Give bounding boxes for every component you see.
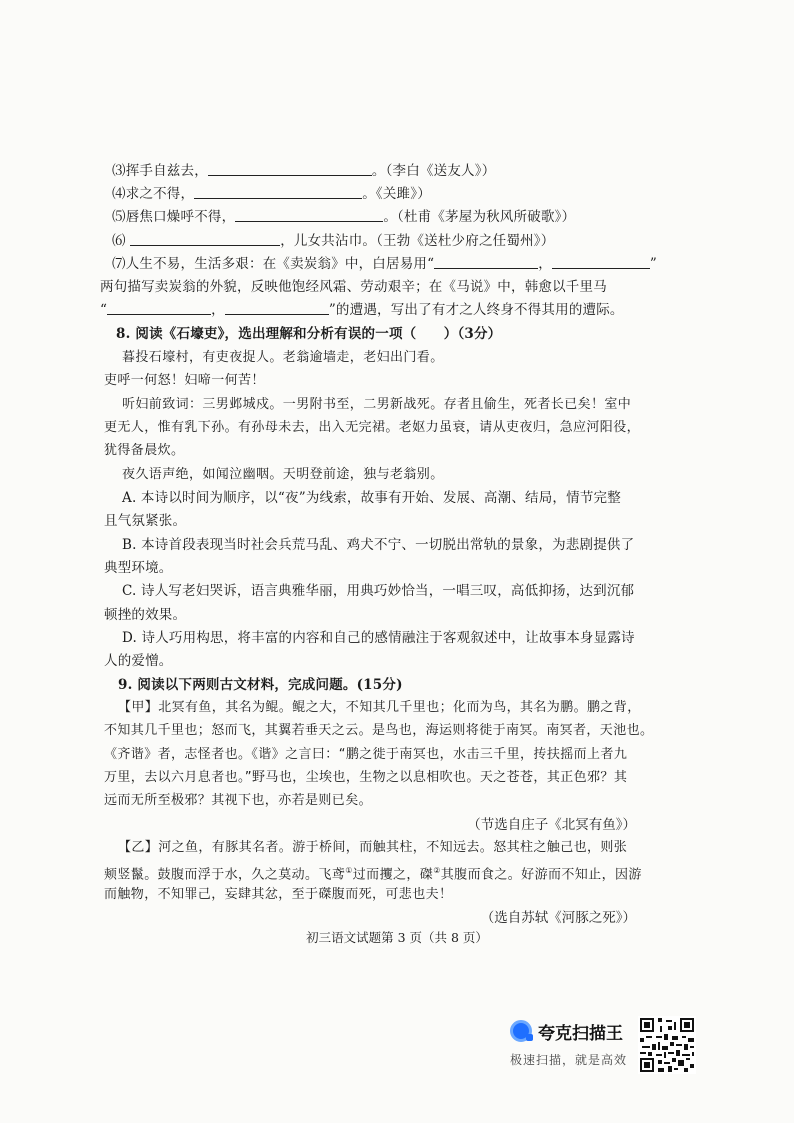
- q9-jia-source: （节选自庄子《北冥有鱼》）: [467, 817, 636, 833]
- q9-jia-line: 远而无所至极邪？其视下也，亦若是则已矣。: [104, 793, 373, 808]
- q7-item-4: [112, 183, 431, 205]
- answer-blank[interactable]: [235, 207, 383, 222]
- footnote-marker: ②: [433, 866, 441, 875]
- q7-item-7-line1: [112, 253, 657, 275]
- watermark-slogan: 极速扫描，就是高效: [510, 1053, 628, 1067]
- q8-option-d-cont: 人的爱憎。: [104, 653, 173, 669]
- q8-option-c[interactable]: C. 诗人写老妇哭诉，语言典雅华丽，用典巧妙恰当，一唱三叹，高低抑扬，达到沉郁: [122, 583, 635, 599]
- q8-poem-line: 吏呼一何怒！妇啼一何苦！: [104, 373, 265, 388]
- q7-item-6: [112, 230, 554, 252]
- q9-yi-line: 而触物，不知罪己，妄肆其忿，至于磔腹而死，可悲也夫！: [104, 887, 453, 902]
- answer-blank[interactable]: [434, 254, 538, 269]
- q8-option-b-cont: 典型环境。: [104, 560, 173, 576]
- q9-title: 9. 阅读以下两则古文材料，完成问题。(15分): [118, 677, 403, 693]
- answer-blank[interactable]: [194, 184, 362, 199]
- q9-yi-line: [104, 860, 642, 886]
- q8-poem-line: 听妇前致词：三男邺城戍。一男附书至，二男新战死。存者且偷生，死者长已矣！室中: [122, 397, 632, 412]
- footnote-marker: ①: [345, 866, 353, 875]
- q7-item-6-source: ，儿女共沾巾。（王勃《送杜少府之任蜀州》）: [280, 233, 555, 249]
- q7-item-5-text: ⑸唇焦口燥呼不得，: [112, 209, 236, 225]
- q9-jia-line: 【甲】北冥有鱼，其名为鲲。鲲之大，不知其几千里也；化而为鸟，其名为鹏。鹏之背，: [118, 700, 641, 715]
- q7-item-3: [112, 160, 495, 182]
- q8-option-a[interactable]: A. 本诗以时间为顺序，以“夜”为线索，故事有开始、发展、高潮、结局，情节完整: [122, 490, 621, 506]
- q7-item-7-text3: ”的遭遇，写出了有才之人终身不得其用的遭际。: [328, 302, 624, 318]
- answer-blank[interactable]: [107, 300, 211, 315]
- q9-jia-line: 《齐谐》者，志怪者也。《谐》之言曰：“鹏之徙于南冥也，水击三千里，抟扶摇而上者九: [104, 747, 628, 762]
- q8-title: 8. 阅读《石壕吏》，选出理解和分析有误的一项（ ）（3分）: [116, 326, 502, 342]
- page-footer: 初三语文试题第 3 页（共 8 页）: [306, 930, 488, 945]
- q8-option-d[interactable]: D. 诗人巧用构思，将丰富的内容和自己的感情融注于客观叙述中，让故事本身显露诗: [122, 630, 635, 646]
- q8-poem-line: 更无人，惟有乳下孙。有孙母未去，出入无完裙。老妪力虽衰，请从吏夜归，急应河阳役，: [104, 420, 641, 435]
- q8-poem-line: 暮投石壕村，有吏夜捉人。老翁逾墙走，老妇出门看。: [122, 350, 444, 365]
- q7-item-4-text: ⑷求之不得，: [112, 186, 195, 202]
- q7-item-3-text: ⑶挥手自兹去，: [112, 163, 208, 179]
- answer-blank[interactable]: [552, 254, 650, 269]
- q7-item-7-line2: [100, 276, 607, 298]
- q9-jia-line: 不知其几千里也；怒而飞，其翼若垂天之云。是鸟也，海运则将徙于南冥。南冥者，天池也。: [104, 723, 654, 738]
- qr-code-icon: [638, 1016, 696, 1074]
- q8-poem-line: 夜久语声绝，如闻泣幽咽。天明登前途，独与老翁别。: [122, 467, 444, 482]
- quote-close: ”: [649, 256, 658, 272]
- answer-blank[interactable]: [208, 161, 372, 176]
- scanner-watermark: [508, 1018, 636, 1074]
- q9-jia-line: 万里，去以六月息者也。”野马也，尘埃也，生物之以息相吹也。天之苍苍，其正色邪？其: [104, 770, 628, 785]
- q7-item-7-text2: 两句描写卖炭翁的外貌，反映他饱经风霜、劳动艰辛；在《马说》中，韩愈以千里马: [100, 279, 607, 295]
- q7-item-5-source: 。（杜甫《茅屋为秋风所破歌》）: [383, 209, 576, 225]
- watermark-name: 夸克扫描王: [538, 1024, 623, 1044]
- quote-open: “: [100, 302, 108, 318]
- comma: ，: [538, 256, 552, 272]
- q8-option-b[interactable]: B. 本诗首段表现当时社会兵荒马乱、鸡犬不宁、一切脱出常轨的景象，为悲剧提供了: [122, 537, 635, 553]
- q7-item-7-text: ⑺人生不易，生活多艰：在《卖炭翁》中，白居易用“: [112, 256, 435, 272]
- q9-yi-source: （选自苏轼《河豚之死》）: [480, 910, 636, 926]
- answer-blank[interactable]: [225, 300, 329, 315]
- q8-option-c-cont: 顿挫的效果。: [104, 607, 187, 623]
- q9-yi-text: 其腹而食之。好游而不知止，因游: [440, 867, 642, 883]
- q8-poem-line: 犹得备晨炊。: [104, 443, 185, 458]
- q7-item-4-source: 。《关雎》）: [362, 186, 431, 202]
- q8-option-a-cont: 且气氛紧张。: [104, 513, 187, 529]
- q7-item-3-source: 。（李白《送友人》）: [371, 163, 496, 179]
- q9-yi-text: 过而攫之，磔: [352, 867, 434, 883]
- quark-logo-icon: [510, 1020, 532, 1042]
- q9-yi-line: 【乙】河之鱼，有豚其名者。游于桥间，而触其柱，不知远去。怒其柱之触己也，则张: [118, 840, 628, 855]
- q7-item-5: [112, 206, 575, 228]
- answer-blank[interactable]: [130, 231, 280, 246]
- q7-item-7-line3: [100, 299, 624, 321]
- q9-yi-text: 颊竖鬣。鼓腹而浮于水，久之莫动。飞鸢: [104, 867, 346, 883]
- comma: ，: [211, 302, 225, 318]
- q7-item-6-text: ⑹: [112, 233, 131, 249]
